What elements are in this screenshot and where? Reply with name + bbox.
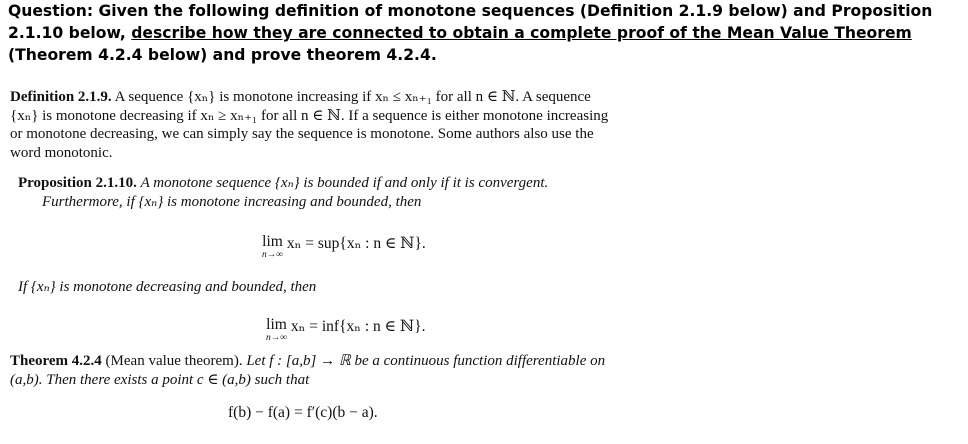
proposition-label: Proposition 2.1.10.: [18, 175, 137, 191]
proposition-line-3: If {xₙ} is monotone decreasing and bounded, then: [18, 279, 317, 295]
proposition-block: [18, 174, 638, 211]
lim-word: lim: [262, 233, 283, 250]
limit-sup-formula: [262, 234, 426, 260]
question-prefix: Question: Given the following definition of monotone sequences (Definition 2.1.9 below) and Proposition 2.1.10 below,: [8, 2, 933, 42]
definition-line-3: or monotone decreasing, we can simply say the sequence is monotone. Some authors also use the: [10, 126, 594, 142]
definition-block: [10, 88, 630, 162]
sup-expression: xₙ = sup{xₙ : n ∈ ℕ}.: [286, 235, 426, 252]
theorem-block: [10, 352, 650, 389]
limit-inf-formula: [266, 317, 425, 343]
inf-expression: xₙ = inf{xₙ : n ∈ ℕ}.: [290, 318, 426, 335]
proposition-line-2: Furthermore, if {xₙ} is monotone increasing and bounded, then: [42, 193, 422, 210]
proposition-line-1: A monotone sequence {xₙ} is bounded if and only if it is convergent.: [140, 175, 549, 191]
lim-word: lim: [266, 316, 287, 333]
definition-line-2: {xₙ} is monotone decreasing if xₙ ≥ xₙ₊₁ for all n ∈ ℕ. If a sequence is either monotone increasing: [10, 107, 609, 124]
lim-subscript: n→∞: [266, 333, 288, 343]
theorem-line-2: (a,b). Then there exists a point c ∈ (a,b) such that: [10, 371, 310, 388]
definition-line-4: word monotonic.: [10, 144, 113, 161]
definition-line-1: A sequence {xₙ} is monotone increasing if xₙ ≤ xₙ₊₁ for all n ∈ ℕ. A sequence: [114, 89, 591, 105]
theorem-label: Theorem 4.2.4: [10, 353, 102, 369]
question-text: [8, 0, 964, 66]
mean-value-formula: f(b) − f(a) = f′(c)(b − a).: [228, 404, 378, 421]
theorem-name: (Mean value theorem).: [105, 353, 243, 369]
lim-subscript: n→∞: [262, 250, 284, 260]
definition-label: Definition 2.1.9.: [10, 89, 112, 105]
question-suffix: (Theorem 4.2.4 below) and prove theorem 4.2.4.: [8, 46, 437, 64]
question-underlined: describe how they are connected to obtain a complete proof of the Mean Value Theorem: [131, 24, 912, 42]
theorem-line-1: Let f : [a,b] → ℝ be a continuous function differentiable on: [246, 353, 606, 369]
